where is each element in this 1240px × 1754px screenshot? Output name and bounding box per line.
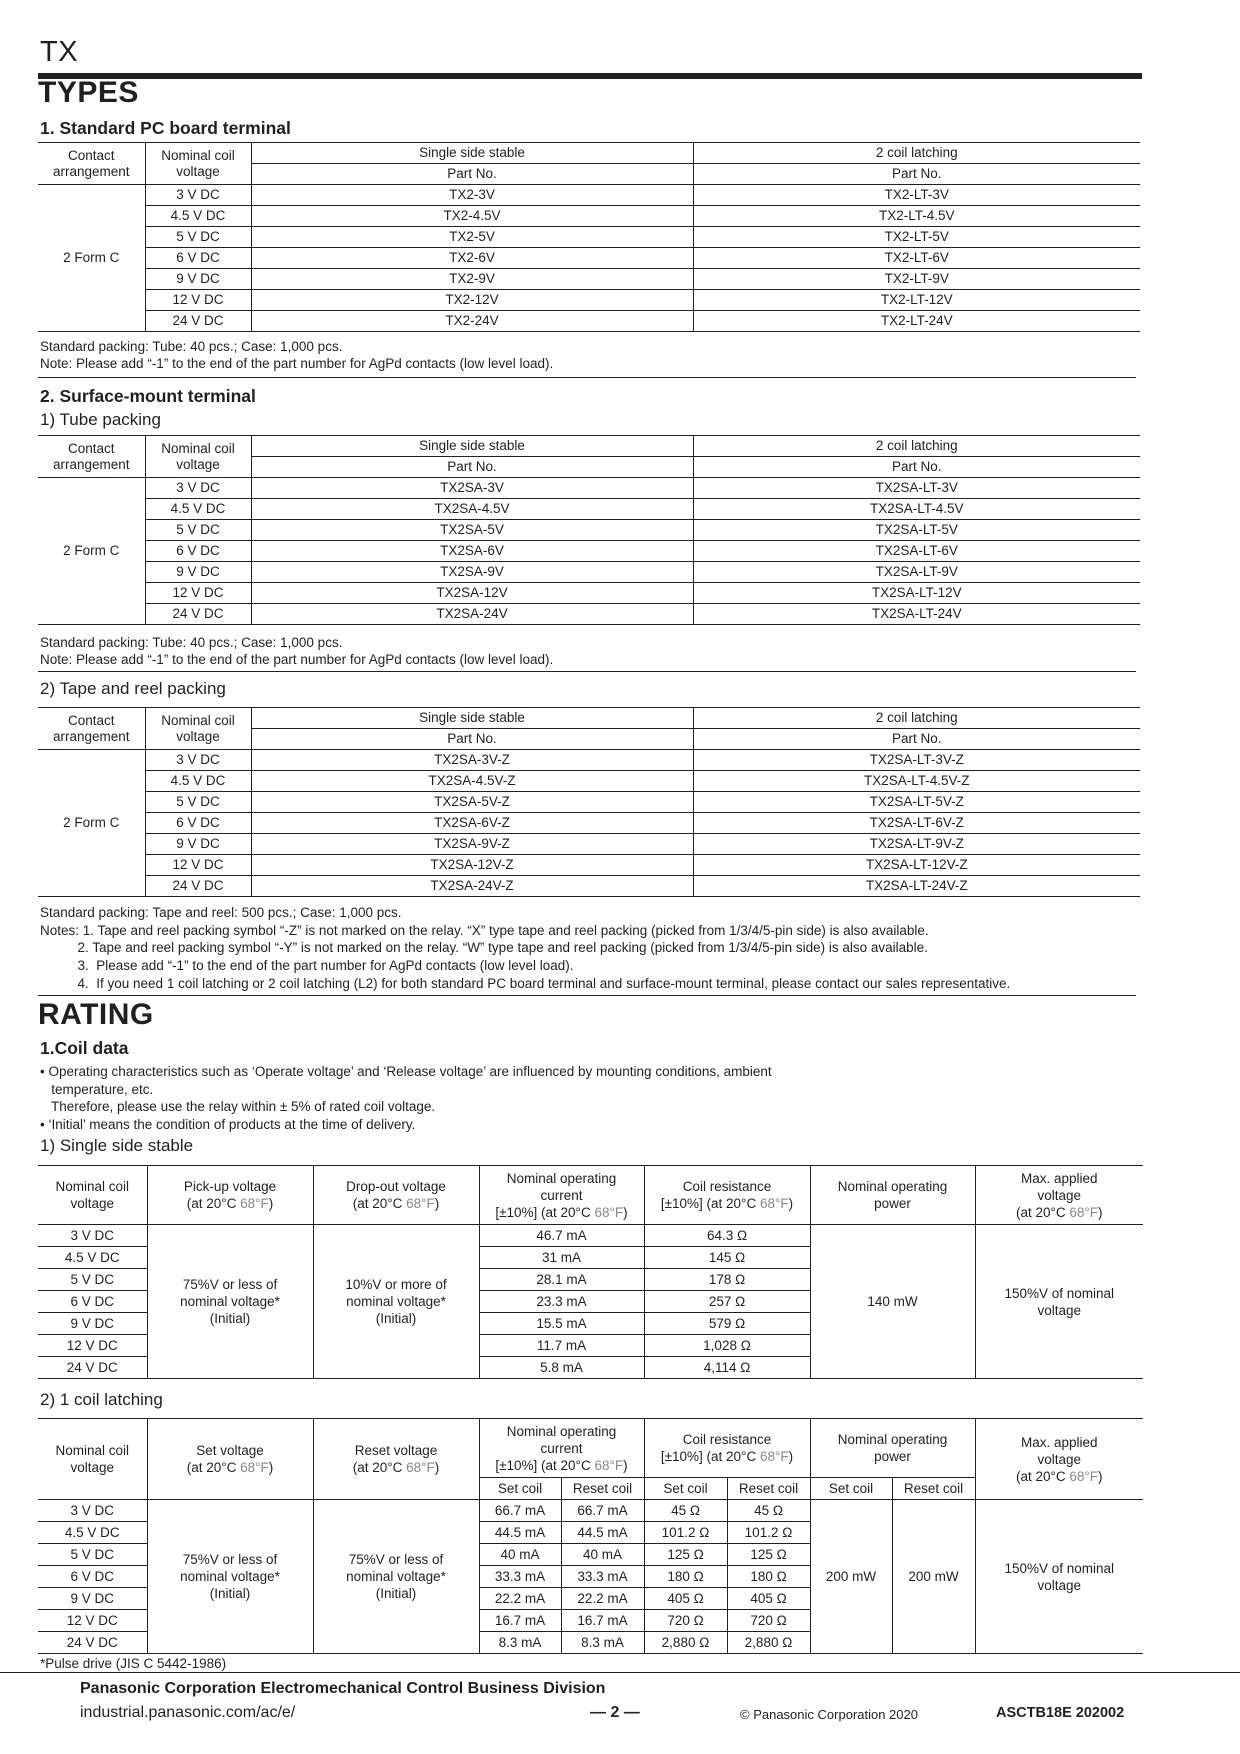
resistance-cell: 101.2 Ω	[727, 1522, 810, 1544]
voltage-cell: 3 V DC	[38, 1500, 147, 1522]
table-row	[38, 771, 1140, 792]
part-number-cell: TX2SA-LT-9V	[693, 562, 1140, 583]
page-number: — 2 —	[590, 1704, 640, 1721]
max-applied-voltage-header: Max. applied voltage (at 20°C 68°F)	[975, 1166, 1143, 1225]
bullet-text: • Operating characteristics such as ‘Operate voltage’ and ‘Release voltage’ are influenced by mounting conditions, ambient	[40, 1064, 772, 1079]
reset-coil-header: Reset coil	[727, 1478, 810, 1500]
voltage-cell: 5 V DC	[145, 792, 251, 813]
two-coil-latching-header: 2 coil latching	[693, 143, 1140, 164]
table-row	[38, 855, 1140, 876]
resistance-cell: 257 Ω	[644, 1291, 810, 1313]
resistance-cell: 45 Ω	[644, 1500, 727, 1522]
voltage-cell: 6 V DC	[145, 813, 251, 834]
table-row	[38, 311, 1140, 332]
voltage-cell: 24 V DC	[38, 1357, 147, 1379]
current-cell: 66.7 mA	[561, 1500, 644, 1522]
operating-current-header: Nominal operating current [±10%] (at 20°C 68°F)	[479, 1419, 644, 1478]
current-cell: 8.3 mA	[561, 1632, 644, 1654]
table-row	[38, 269, 1140, 290]
table-row	[38, 185, 1140, 206]
max-voltage-value: 150%V of nominal voltage	[975, 1500, 1143, 1654]
voltage-cell: 5 V DC	[38, 1269, 147, 1291]
current-cell: 33.3 mA	[479, 1566, 561, 1588]
document-code: ASCTB18E 202002	[996, 1705, 1125, 1721]
part-no-header: Part No.	[251, 729, 693, 750]
voltage-cell: 3 V DC	[145, 185, 251, 206]
voltage-cell: 4.5 V DC	[145, 771, 251, 792]
divider	[38, 995, 1136, 996]
reset-voltage-value: 75%V or less of nominal voltage* (Initial)	[313, 1500, 479, 1654]
resistance-cell: 45 Ω	[727, 1500, 810, 1522]
voltage-cell: 6 V DC	[145, 541, 251, 562]
table-row	[38, 1225, 1143, 1247]
voltage-cell: 3 V DC	[145, 750, 251, 771]
contact-arrangement-header: Contact arrangement	[38, 143, 145, 185]
table-row	[38, 1500, 1143, 1522]
voltage-cell: 5 V DC	[145, 227, 251, 248]
operating-power-header: Nominal operating power	[810, 1419, 975, 1478]
part-number-cell: TX2SA-LT-12V	[693, 583, 1140, 604]
voltage-cell: 12 V DC	[145, 855, 251, 876]
table-row	[38, 478, 1140, 499]
reel-note-1: Notes: 1. Tape and reel packing symbol “-Z” is not marked on the relay. “X” type tape and reel packing (picked from 1/3/4/5-pin side) is also available.	[40, 923, 929, 938]
table-row	[38, 227, 1140, 248]
current-cell: 66.7 mA	[479, 1500, 561, 1522]
form-cell: 2 Form C	[38, 185, 145, 332]
reset-voltage-header: Reset voltage (at 20°C 68°F)	[313, 1419, 479, 1500]
packing-note: Standard packing: Tube: 40 pcs.; Case: 1,000 pcs.	[40, 635, 343, 650]
part-number-cell: TX2-5V	[251, 227, 693, 248]
top-rule	[38, 73, 1142, 79]
resistance-cell: 405 Ω	[644, 1588, 727, 1610]
part-number-cell: TX2SA-LT-12V-Z	[693, 855, 1140, 876]
coil-latching-table	[38, 1418, 1143, 1654]
nominal-coil-voltage-header: Nominal coil voltage	[38, 1166, 147, 1225]
bullet-text: • ‘Initial’ means the condition of products at the time of delivery.	[40, 1117, 416, 1132]
resistance-cell: 180 Ω	[727, 1566, 810, 1588]
part-number-cell: TX2-6V	[251, 248, 693, 269]
part-number-cell: TX2SA-5V-Z	[251, 792, 693, 813]
contact-arrangement-header: Contact arrangement	[38, 436, 145, 478]
two-coil-latching-header: 2 coil latching	[693, 708, 1140, 729]
resistance-cell: 2,880 Ω	[727, 1632, 810, 1654]
single-side-stable-header: Single side stable	[251, 708, 693, 729]
table-row	[38, 834, 1140, 855]
part-number-cell: TX2SA-9V	[251, 562, 693, 583]
single-side-stable-heading: 1) Single side stable	[40, 1136, 194, 1155]
part-number-cell: TX2SA-LT-6V-Z	[693, 813, 1140, 834]
current-cell: 28.1 mA	[479, 1269, 644, 1291]
part-no-header: Part No.	[251, 457, 693, 478]
part-number-cell: TX2SA-12V	[251, 583, 693, 604]
resistance-cell: 125 Ω	[644, 1544, 727, 1566]
table-row	[38, 520, 1140, 541]
set-coil-header: Set coil	[810, 1478, 892, 1500]
nominal-voltage-header: Nominal coil voltage	[145, 143, 251, 185]
part-number-cell: TX2-12V	[251, 290, 693, 311]
voltage-cell: 24 V DC	[145, 604, 251, 625]
current-cell: 40 mA	[479, 1544, 561, 1566]
divider	[38, 671, 1136, 672]
part-number-cell: TX2-LT-24V	[693, 311, 1140, 332]
part-number-cell: TX2SA-LT-9V-Z	[693, 834, 1140, 855]
pickup-value: 75%V or less of nominal voltage* (Initial)	[147, 1225, 313, 1379]
packing-note: Standard packing: Tube: 40 pcs.; Case: 1,000 pcs.	[40, 339, 343, 354]
resistance-cell: 101.2 Ω	[644, 1522, 727, 1544]
resistance-cell: 579 Ω	[644, 1313, 810, 1335]
part-number-cell: TX2-LT-9V	[693, 269, 1140, 290]
tube-packing-table	[38, 435, 1140, 625]
series-title: TX	[40, 36, 79, 68]
part-number-cell: TX2SA-4.5V-Z	[251, 771, 693, 792]
reset-coil-header: Reset coil	[561, 1478, 644, 1500]
resistance-cell: 720 Ω	[727, 1610, 810, 1632]
part-number-cell: TX2SA-3V-Z	[251, 750, 693, 771]
types-heading: TYPES	[38, 76, 139, 109]
part-no-header: Part No.	[693, 164, 1140, 185]
voltage-cell: 9 V DC	[38, 1313, 147, 1335]
voltage-cell: 9 V DC	[38, 1588, 147, 1610]
pc-board-heading: 1. Standard PC board terminal	[40, 118, 291, 138]
set-coil-header: Set coil	[479, 1478, 561, 1500]
current-cell: 5.8 mA	[479, 1357, 644, 1379]
resistance-cell: 178 Ω	[644, 1269, 810, 1291]
voltage-cell: 3 V DC	[38, 1225, 147, 1247]
current-cell: 11.7 mA	[479, 1335, 644, 1357]
current-cell: 22.2 mA	[561, 1588, 644, 1610]
coil-resistance-header: Coil resistance [±10%] (at 20°C 68°F)	[644, 1166, 810, 1225]
part-no-header: Part No.	[693, 457, 1140, 478]
current-cell: 22.2 mA	[479, 1588, 561, 1610]
part-number-cell: TX2-LT-12V	[693, 290, 1140, 311]
current-cell: 8.3 mA	[479, 1632, 561, 1654]
voltage-cell: 3 V DC	[145, 478, 251, 499]
part-no-header: Part No.	[251, 164, 693, 185]
part-number-cell: TX2-24V	[251, 311, 693, 332]
table-row	[38, 583, 1140, 604]
part-number-cell: TX2SA-LT-3V	[693, 478, 1140, 499]
reel-note-4: 4. If you need 1 coil latching or 2 coil latching (L2) for both standard PC board terminal and surface-mount terminal, please contact our sales representative.	[40, 976, 1011, 991]
reel-note-3: 3. Please add “-1” to the end of the part number for AgPd contacts (low level load).	[40, 958, 574, 973]
bullet-text: temperature, etc.	[40, 1082, 154, 1097]
voltage-cell: 24 V DC	[145, 311, 251, 332]
part-number-cell: TX2-4.5V	[251, 206, 693, 227]
part-number-cell: TX2SA-4.5V	[251, 499, 693, 520]
footer-rule	[0, 1672, 1240, 1673]
pc-board-types-table	[38, 142, 1140, 332]
voltage-cell: 12 V DC	[145, 290, 251, 311]
part-number-cell: TX2SA-LT-24V-Z	[693, 876, 1140, 897]
part-number-cell: TX2-9V	[251, 269, 693, 290]
part-number-cell: TX2-LT-5V	[693, 227, 1140, 248]
power-value: 200 mW	[892, 1500, 975, 1654]
dropout-value: 10%V or more of nominal voltage* (Initial)	[313, 1225, 479, 1379]
tube-packing-heading: 1) Tube packing	[40, 410, 161, 429]
pickup-voltage-header: Pick-up voltage (at 20°C 68°F)	[147, 1166, 313, 1225]
current-cell: 33.3 mA	[561, 1566, 644, 1588]
current-cell: 44.5 mA	[479, 1522, 561, 1544]
footer-company: Panasonic Corporation Electromechanical Control Business Division	[80, 1680, 606, 1697]
nominal-voltage-header: Nominal coil voltage	[145, 436, 251, 478]
reel-note-2: 2. Tape and reel packing symbol “-Y” is not marked on the relay. “W” type tape and reel packing (picked from 1/3/4/5-pin side) is also available.	[40, 940, 928, 955]
packing-note: Standard packing: Tape and reel: 500 pcs.; Case: 1,000 pcs.	[40, 905, 402, 920]
current-cell: 46.7 mA	[479, 1225, 644, 1247]
copyright: © Panasonic Corporation 2020	[740, 1707, 918, 1722]
current-cell: 23.3 mA	[479, 1291, 644, 1313]
max-voltage-value: 150%V of nominal voltage	[975, 1225, 1143, 1379]
agpd-note: Note: Please add “-1” to the end of the part number for AgPd contacts (low level load).	[40, 652, 554, 667]
part-number-cell: TX2SA-9V-Z	[251, 834, 693, 855]
single-side-coil-table	[38, 1165, 1143, 1379]
two-coil-latching-header: 2 coil latching	[693, 436, 1140, 457]
voltage-cell: 12 V DC	[38, 1610, 147, 1632]
max-applied-voltage-header: Max. applied voltage (at 20°C 68°F)	[975, 1419, 1143, 1500]
resistance-cell: 125 Ω	[727, 1544, 810, 1566]
table-row	[38, 750, 1140, 771]
table-row	[38, 541, 1140, 562]
resistance-cell: 4,114 Ω	[644, 1357, 810, 1379]
part-number-cell: TX2SA-LT-4.5V	[693, 499, 1140, 520]
voltage-cell: 6 V DC	[145, 248, 251, 269]
part-number-cell: TX2SA-24V-Z	[251, 876, 693, 897]
set-voltage-header: Set voltage (at 20°C 68°F)	[147, 1419, 313, 1500]
table-row	[38, 206, 1140, 227]
coil-data-heading: 1.Coil data	[40, 1038, 129, 1058]
voltage-cell: 6 V DC	[38, 1291, 147, 1313]
smt-heading: 2. Surface-mount terminal	[40, 386, 256, 406]
part-number-cell: TX2SA-LT-6V	[693, 541, 1140, 562]
part-number-cell: TX2SA-LT-5V-Z	[693, 792, 1140, 813]
operating-current-header: Nominal operating current [±10%] (at 20°C 68°F)	[479, 1166, 644, 1225]
agpd-note: Note: Please add “-1” to the end of the part number for AgPd contacts (low level load).	[40, 356, 554, 371]
part-number-cell: TX2SA-12V-Z	[251, 855, 693, 876]
coil-resistance-header: Coil resistance [±10%] (at 20°C 68°F)	[644, 1419, 810, 1478]
pulse-drive-footnote: *Pulse drive (JIS C 5442-1986)	[40, 1656, 227, 1671]
resistance-cell: 1,028 Ω	[644, 1335, 810, 1357]
current-cell: 16.7 mA	[561, 1610, 644, 1632]
nominal-coil-voltage-header: Nominal coil voltage	[38, 1419, 147, 1500]
current-cell: 44.5 mA	[561, 1522, 644, 1544]
table-row	[38, 792, 1140, 813]
set-coil-header: Set coil	[644, 1478, 727, 1500]
resistance-cell: 2,880 Ω	[644, 1632, 727, 1654]
dropout-voltage-header: Drop-out voltage (at 20°C 68°F)	[313, 1166, 479, 1225]
power-value: 140 mW	[810, 1225, 975, 1379]
voltage-cell: 4.5 V DC	[38, 1522, 147, 1544]
bullet-text: Therefore, please use the relay within ± 5% of rated coil voltage.	[40, 1099, 436, 1114]
current-cell: 40 mA	[561, 1544, 644, 1566]
footer-url[interactable]: industrial.panasonic.com/ac/e/	[80, 1704, 296, 1721]
part-number-cell: TX2-LT-3V	[693, 185, 1140, 206]
voltage-cell: 5 V DC	[38, 1544, 147, 1566]
current-cell: 15.5 mA	[479, 1313, 644, 1335]
voltage-cell: 9 V DC	[145, 269, 251, 290]
voltage-cell: 4.5 V DC	[145, 499, 251, 520]
part-number-cell: TX2SA-LT-24V	[693, 604, 1140, 625]
part-number-cell: TX2SA-6V-Z	[251, 813, 693, 834]
contact-arrangement-header: Contact arrangement	[38, 708, 145, 750]
table-row	[38, 876, 1140, 897]
tape-reel-table	[38, 707, 1140, 897]
current-cell: 31 mA	[479, 1247, 644, 1269]
part-number-cell: TX2-LT-6V	[693, 248, 1140, 269]
part-number-cell: TX2SA-5V	[251, 520, 693, 541]
tape-reel-heading: 2) Tape and reel packing	[40, 679, 226, 698]
part-number-cell: TX2-LT-4.5V	[693, 206, 1140, 227]
set-voltage-value: 75%V or less of nominal voltage* (Initial)	[147, 1500, 313, 1654]
resistance-cell: 180 Ω	[644, 1566, 727, 1588]
voltage-cell: 4.5 V DC	[38, 1247, 147, 1269]
voltage-cell: 6 V DC	[38, 1566, 147, 1588]
power-value: 200 mW	[810, 1500, 892, 1654]
reset-coil-header: Reset coil	[892, 1478, 975, 1500]
table-row	[38, 248, 1140, 269]
part-number-cell: TX2SA-3V	[251, 478, 693, 499]
resistance-cell: 64.3 Ω	[644, 1225, 810, 1247]
part-number-cell: TX2SA-LT-5V	[693, 520, 1140, 541]
voltage-cell: 4.5 V DC	[145, 206, 251, 227]
table-row	[38, 290, 1140, 311]
operating-power-header: Nominal operating power	[810, 1166, 975, 1225]
table-row	[38, 562, 1140, 583]
single-side-stable-header: Single side stable	[251, 143, 693, 164]
form-cell: 2 Form C	[38, 478, 145, 625]
coil-latching-heading: 2) 1 coil latching	[40, 1390, 163, 1409]
table-row	[38, 604, 1140, 625]
current-cell: 16.7 mA	[479, 1610, 561, 1632]
resistance-cell: 145 Ω	[644, 1247, 810, 1269]
part-no-header: Part No.	[693, 729, 1140, 750]
single-side-stable-header: Single side stable	[251, 436, 693, 457]
voltage-cell: 12 V DC	[145, 583, 251, 604]
form-cell: 2 Form C	[38, 750, 145, 897]
voltage-cell: 12 V DC	[38, 1335, 147, 1357]
nominal-voltage-header: Nominal coil voltage	[145, 708, 251, 750]
voltage-cell: 24 V DC	[145, 876, 251, 897]
voltage-cell: 24 V DC	[38, 1632, 147, 1654]
table-row	[38, 499, 1140, 520]
part-number-cell: TX2SA-24V	[251, 604, 693, 625]
divider	[38, 377, 1136, 378]
part-number-cell: TX2-3V	[251, 185, 693, 206]
table-row	[38, 813, 1140, 834]
part-number-cell: TX2SA-6V	[251, 541, 693, 562]
resistance-cell: 720 Ω	[644, 1610, 727, 1632]
rating-heading: RATING	[38, 998, 154, 1031]
part-number-cell: TX2SA-LT-3V-Z	[693, 750, 1140, 771]
resistance-cell: 405 Ω	[727, 1588, 810, 1610]
part-number-cell: TX2SA-LT-4.5V-Z	[693, 771, 1140, 792]
voltage-cell: 9 V DC	[145, 834, 251, 855]
voltage-cell: 9 V DC	[145, 562, 251, 583]
voltage-cell: 5 V DC	[145, 520, 251, 541]
